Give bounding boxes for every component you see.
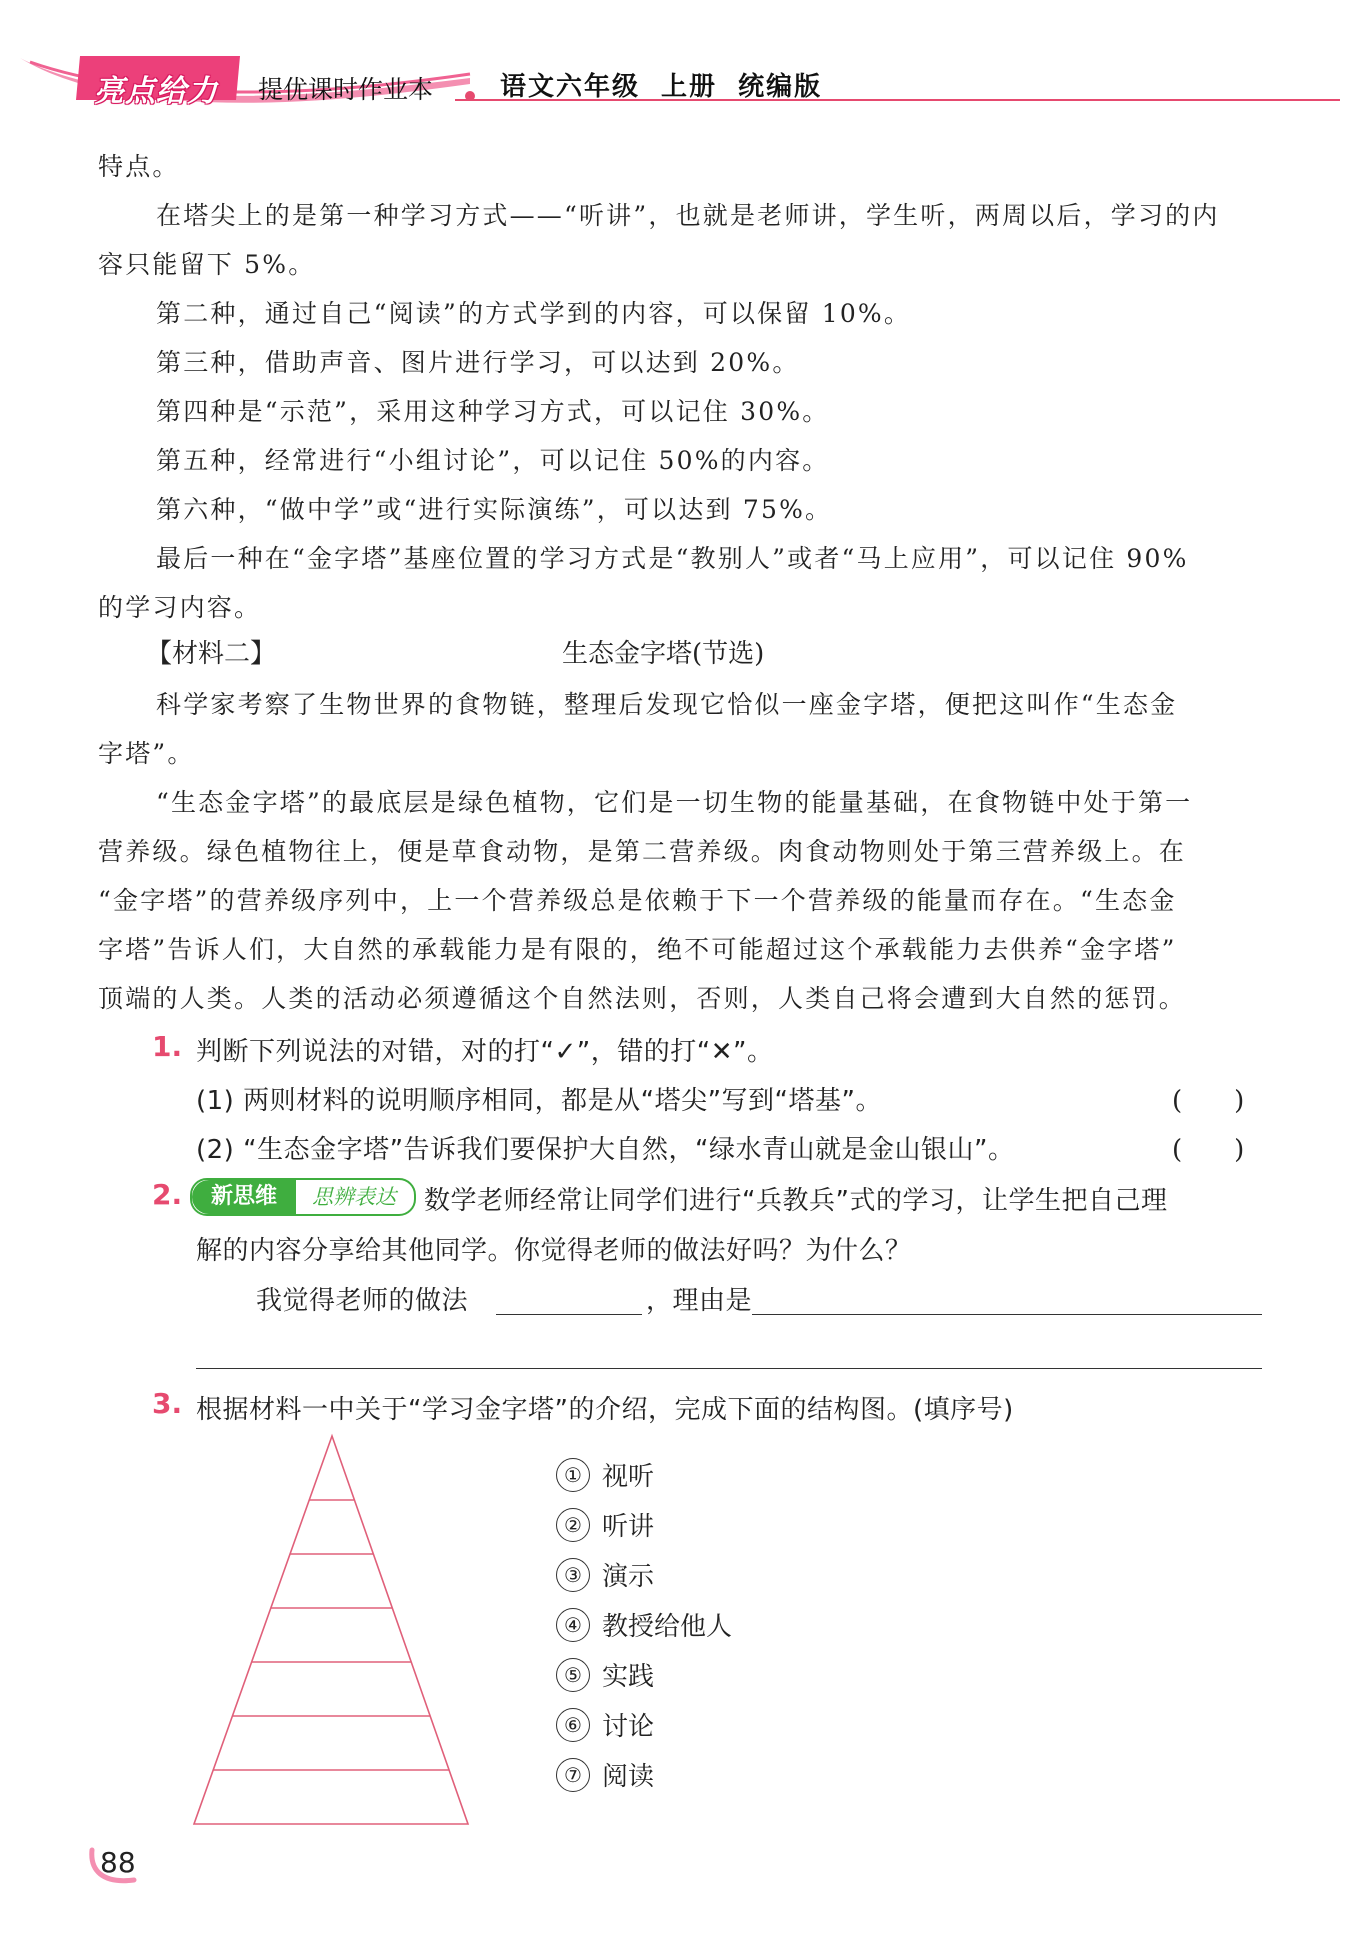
option-text: 讨论 <box>602 1712 655 1742</box>
question-1-prompt: 判断下列说法的对错，对的打“✓”，错的打“✕”。 <box>196 1037 774 1067</box>
series-title: 提优课时作业本 <box>258 75 434 104</box>
option-number: ③ <box>556 1558 590 1592</box>
question-2-prompt-line-1: 数学老师经常让同学们进行“兵教兵”式的学习，让学生把自己理 <box>424 1186 1168 1216</box>
option-text: 教授给他人 <box>602 1612 733 1642</box>
passage-line: “金字塔”的营养级序列中，上一个营养级总是依赖于下一个营养级的能量而存在。“生态金 <box>98 886 1177 915</box>
answer-blank-line-2[interactable] <box>752 1314 1262 1315</box>
passage-line: 第六种，“做中学”或“进行实际演练”，可以达到 75%。 <box>156 495 833 524</box>
option-text: 视听 <box>602 1462 655 1492</box>
option-item <box>556 1656 732 1706</box>
option-item <box>556 1506 732 1556</box>
passage-two <box>98 680 1258 1023</box>
option-number: ④ <box>556 1608 590 1642</box>
passage-line: 第四种是“示范”，采用这种学习方式，可以记住 30%。 <box>156 397 830 426</box>
brand-logo-text: 亮点给力 <box>94 74 218 109</box>
answer-blank-line-3[interactable] <box>196 1368 1262 1369</box>
pyramid-options-list <box>556 1456 732 1806</box>
option-text: 听讲 <box>602 1512 655 1542</box>
option-number: ⑥ <box>556 1708 590 1742</box>
answer-blank-line-1[interactable] <box>496 1314 642 1315</box>
question-2-number: 2. <box>152 1178 183 1211</box>
passage-line: 在塔尖上的是第一种学习方式——“听讲”，也就是老师讲，学生听，两周以后，学习的内 <box>156 201 1220 230</box>
pyramid-outline <box>194 1436 468 1824</box>
answer-reason-text: ，理由是 <box>646 1286 753 1316</box>
answer-lead-text: 我觉得老师的做法 <box>256 1286 469 1316</box>
passage-line: 字塔”告诉人们，大自然的承载能力是有限的，绝不可能超过这个承载能力去供养“金字塔” <box>98 935 1177 964</box>
passage-line: 第二种，通过自己“阅读”的方式学到的内容，可以保留 10%。 <box>156 299 912 328</box>
question-3-prompt: 根据材料一中关于“学习金字塔”的介绍，完成下面的结构图。(填序号) <box>196 1395 1014 1425</box>
question-1-item-1: (1) 两则材料的说明顺序相同，都是从“塔尖”写到“塔基”。 <box>196 1086 882 1116</box>
passage-line: “生态金字塔”的最底层是绿色植物，它们是一切生物的能量基础，在食物链中处于第一 <box>156 788 1193 817</box>
subject-title: 语文六年级 上册 统编版 <box>500 72 823 102</box>
option-item <box>556 1756 732 1806</box>
passage-line: 第五种，经常进行“小组讨论”，可以记住 50%的内容。 <box>156 446 830 475</box>
option-item <box>556 1606 732 1656</box>
learning-pyramid-diagram <box>190 1432 480 1832</box>
passage-line: 科学家考察了生物世界的食物链，整理后发现它恰似一座金字塔，便把这叫作“生态金 <box>156 690 1178 719</box>
passage-line: 的学习内容。 <box>98 593 262 622</box>
passage-line: 第三种，借助声音、图片进行学习，可以达到 20%。 <box>156 348 800 377</box>
option-text: 实践 <box>602 1662 655 1692</box>
new-thinking-badge <box>190 1178 416 1216</box>
option-item <box>556 1556 732 1606</box>
option-text: 演示 <box>602 1562 655 1592</box>
option-item <box>556 1706 732 1756</box>
passage-line: 字塔”。 <box>98 739 195 768</box>
option-item <box>556 1456 732 1506</box>
answer-blank-paren[interactable]: ( ) <box>1172 1086 1245 1116</box>
option-number: ① <box>556 1458 590 1492</box>
option-number: ⑦ <box>556 1758 590 1792</box>
answer-blank-paren[interactable]: ( ) <box>1172 1135 1245 1165</box>
badge-label-main: 新思维 <box>192 1180 296 1214</box>
option-text: 阅读 <box>602 1762 655 1792</box>
question-1-item-2: (2) “生态金字塔”告诉我们要保护大自然，“绿水青山就是金山银山”。 <box>196 1135 1015 1165</box>
material-two-title: 生态金字塔(节选) <box>562 639 765 669</box>
material-two-tag: 【材料二】 <box>146 639 277 669</box>
passage-line: 容只能留下 5%。 <box>98 250 316 279</box>
passage-line: 特点。 <box>98 152 180 181</box>
question-3-number: 3. <box>152 1387 183 1420</box>
badge-label-sub: 思辨表达 <box>312 1185 396 1209</box>
passage-line: 营养级。绿色植物往上，便是草食动物，是第二营养级。肉食动物则处于第三营养级上。在 <box>98 837 1187 866</box>
passage-line: 最后一种在“金字塔”基座位置的学习方式是“教别人”或者“马上应用”，可以记住 90% <box>156 544 1189 573</box>
passage-one <box>98 142 1258 632</box>
page-number: 88 <box>100 1846 136 1879</box>
option-number: ⑤ <box>556 1658 590 1692</box>
passage-line: 顶端的人类。人类的活动必须遵循这个自然法则，否则，人类自己将会遭到大自然的惩罚。 <box>98 984 1187 1013</box>
option-number: ② <box>556 1508 590 1542</box>
question-1-number: 1. <box>152 1030 183 1063</box>
page-header <box>0 0 1350 120</box>
question-2-prompt-line-2: 解的内容分享给其他同学。你觉得老师的做法好吗？为什么？ <box>196 1236 912 1266</box>
